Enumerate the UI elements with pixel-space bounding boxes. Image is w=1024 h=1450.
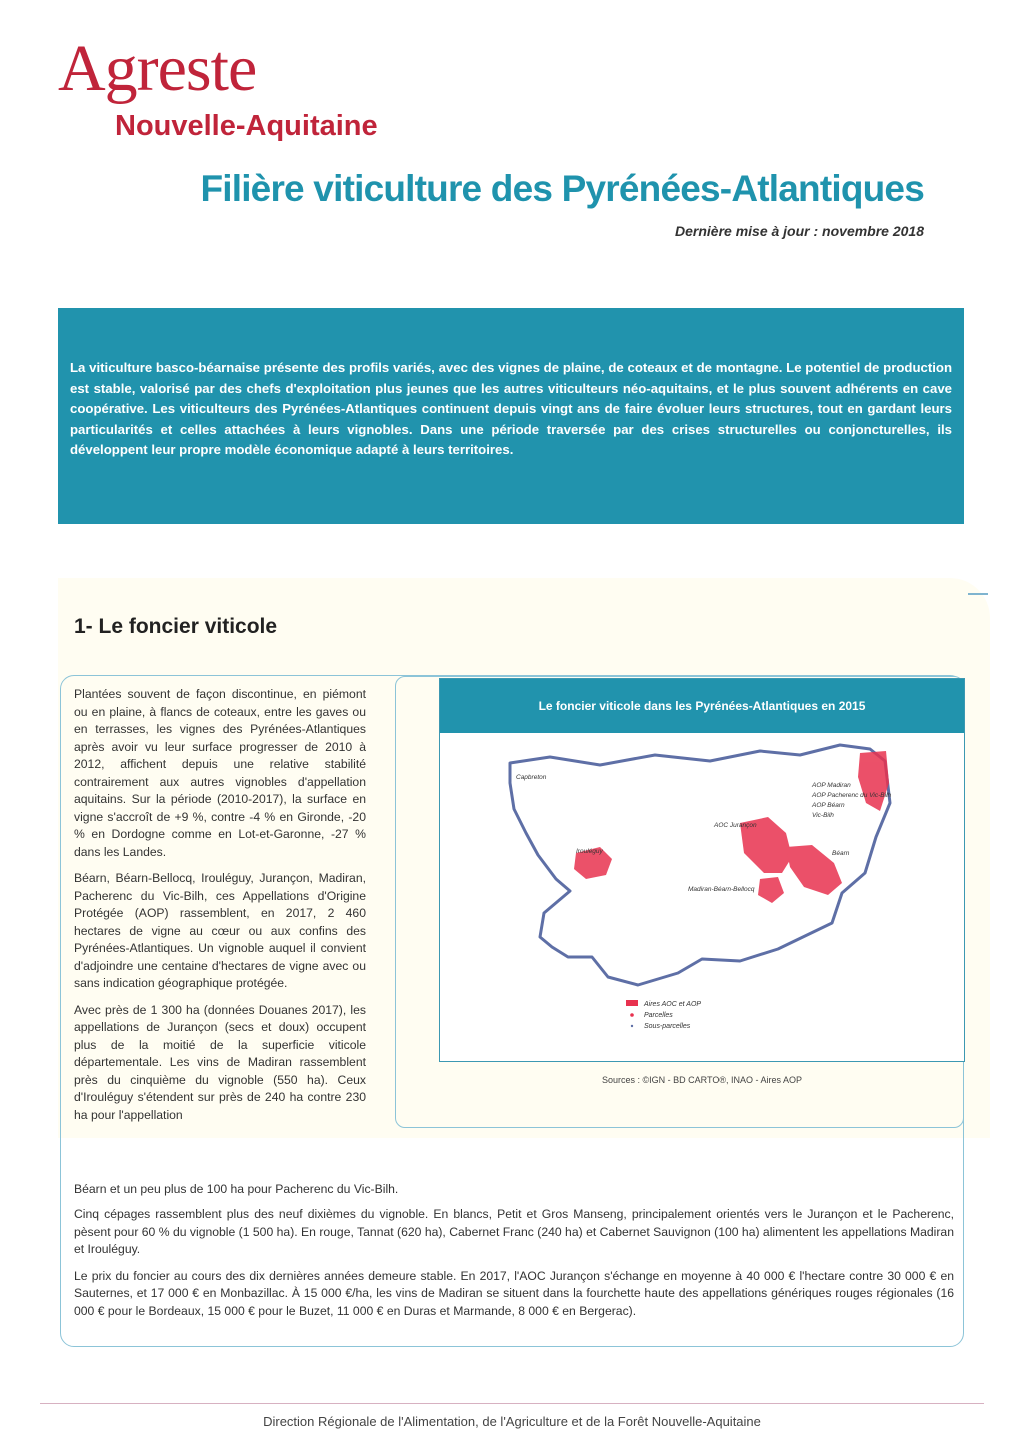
update-date: Dernière mise à jour : novembre 2018	[675, 223, 924, 239]
region-name: Nouvelle-Aquitaine	[115, 110, 378, 142]
map-label: AOP Béarn	[812, 802, 845, 809]
agreste-logo: Agreste	[58, 32, 257, 105]
map-label: Béarn	[832, 850, 850, 857]
decorative-mark	[968, 593, 988, 595]
legend-label: Sous-parcelles	[644, 1023, 691, 1030]
footer-divider	[40, 1403, 984, 1404]
footer-text: Direction Régionale de l'Alimentation, de l'Agriculture et de la Forêt Nouvelle-Aquitaine	[263, 1414, 761, 1429]
page-title: Filière viticulture des Pyrénées-Atlantiques	[200, 168, 924, 209]
map-panel	[439, 678, 965, 1062]
summary-text: La viticulture basco-béarnaise présente des profils variés, avec des vignes de plaine, de coteaux et de montagne. Le potentiel de production est stable, valorisé par des chefs d'exploitation plus jeunes que les autres viticulteurs néo-aquitains, et le plus souvent adhérents en cave coopérative. Les viticulteurs des Pyrénées-Atlantiques continuent depuis vingt ans de faire évoluer leurs structures, tout en gardant leurs particularités et celles attachées à leurs vignobles. Dans une période traversée par des crises structurelles ou conjoncturelles, ils développent leur propre modèle économique adapté à leurs territoires.	[70, 360, 952, 457]
legend-label: Aires AOC et AOP	[644, 1001, 702, 1008]
text-column	[74, 686, 366, 1133]
department-map	[440, 733, 964, 1061]
paragraph-continuation: Béarn et un peu plus de 100 ha pour Pacherenc du Vic-Bilh.	[74, 1182, 399, 1196]
summary-box	[58, 308, 964, 524]
map-label: Capbreton	[516, 774, 547, 781]
map-legend	[626, 1000, 701, 1030]
legend-dot	[631, 1025, 633, 1027]
section-title: 1- Le foncier viticole	[74, 615, 278, 638]
map-label: AOP Pacherenc du Vic-Bilh	[812, 792, 892, 799]
map-title: Le foncier viticole dans les Pyrénées-Atlantiques en 2015	[440, 679, 964, 733]
paragraph: Plantées souvent de façon discontinue, en piémont ou en plaine, à flancs de coteaux, entre les gaves ou en terrasses, les vignes des Pyrénées-Atlantiques après avoir vu leur surface progresser de 2010 à 2012, affichent depuis une relative stabilité contrairement aux autres vignobles d'appellation aquitains. Sur la période (2010-2017), la surface en vigne s'accroît de +9 %, contre -4 % en Gironde, -20 % en Dordogne comme en Lot-et-Garonne, -27 % dans les Landes.	[74, 687, 366, 859]
map-label: Madiran-Béarn-Bellocq	[688, 886, 755, 893]
map-label: Vic-Bilh	[812, 812, 834, 819]
paragraph: Béarn, Béarn-Bellocq, Irouléguy, Jurançon, Madiran, Pacherenc du Vic-Bilh, ces Appellations d'Origine Protégée (AOP) rassemblent, en 2017, 2 460 hectares de vigne au cœur ou aux confins des Pyrénées-Atlantiques. Un vignoble auquel il convient d'adjoindre une centaine d'hectares de vigne avec ou sans indication géographique protégée.	[74, 871, 366, 990]
paragraph: Le prix du foncier au cours des dix dernières années demeure stable. En 2017, l'AOC Jurançon s'échange en moyenne à 40 000 € l'hectare contre 30 000 € en Sauternes, et 17 000 € en Monbazillac. À 15 000 €/ha, les vins de Madiran se situent dans la fourchette haute des appellations génériques rouges régionales (16 000 € pour le Bordeaux, 15 000 € pour le Buzet, 11 000 € en Duras et Marmande, 8 000 € en Bergerac).	[74, 1268, 954, 1318]
paragraph: Avec près de 1 300 ha (données Douanes 2017), les appellations de Jurançon (secs et doux) occupent plus de la moitié de la superficie viticole départementale. Les vins de Madiran rassemblent près du cinquième du vignoble (550 ha). Ceux d'Irouléguy s'étendent sur près de 240 ha contre 230 ha pour l'appellation	[74, 1002, 366, 1122]
legend-swatch	[626, 1000, 638, 1006]
map-label: Irouléguy	[576, 848, 603, 855]
map-source: Sources : ©IGN - BD CARTO®, INAO - Aires AOP	[602, 1075, 802, 1085]
paragraph: Cinq cépages rassemblent plus des neuf dixièmes du vignoble. En blancs, Petit et Gros Manseng, principalement orientés vers le Jurançon et le Pacherenc, pèsent pour 60 % du vignoble (1 500 ha). En rouge, Tannat (620 ha), Cabernet Franc (240 ha) et Cabernet Sauvignon (100 ha) alimentent les appellations Madiran et Irouléguy.	[74, 1207, 954, 1256]
legend-dot	[630, 1013, 634, 1017]
map-label: AOC Jurançon	[714, 822, 757, 829]
map-label: AOP Madiran	[812, 782, 851, 789]
full-width-text	[74, 1206, 954, 1329]
legend-label: Parcelles	[644, 1012, 673, 1019]
